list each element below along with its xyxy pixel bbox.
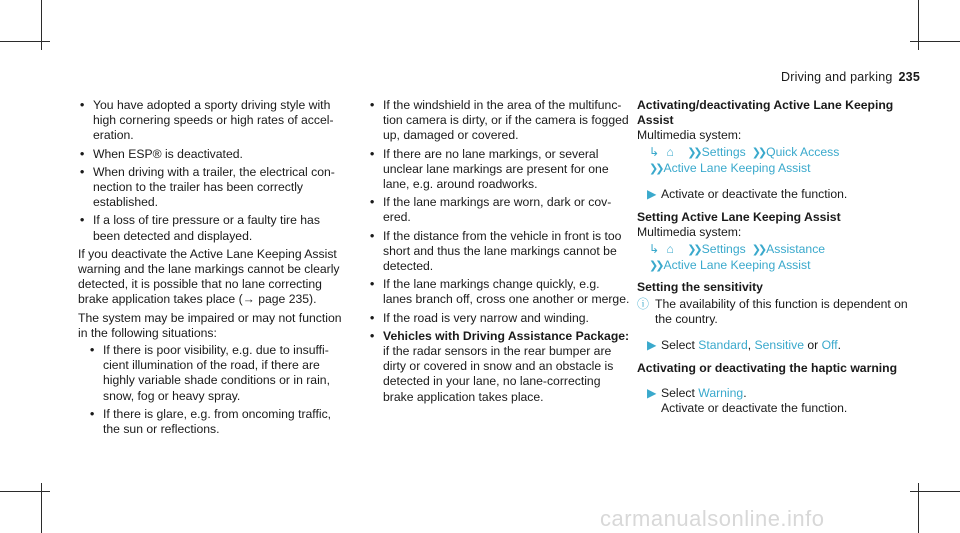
page-number: 235: [898, 70, 920, 84]
list-item: • If the windshield in the area of the multifunction camera is dirty, or if the camera is fogged up, damaged or covered.: [368, 98, 630, 144]
column-3: [637, 98, 909, 416]
step-text: ,: [747, 337, 755, 352]
menu-active-lane-keeping-assist[interactable]: Active Lane Keeping Assist: [663, 160, 811, 175]
option-off[interactable]: Off: [821, 337, 838, 352]
step-text: .: [837, 337, 842, 352]
chevron-right-icon: ❯❯: [751, 243, 765, 256]
list-item: • If there is glare, e.g. from oncoming traffic, the sun or reflections.: [88, 407, 350, 437]
crop-mark: [918, 0, 919, 50]
step-text: Activate or deactivate the function.: [661, 401, 848, 416]
menu-settings[interactable]: Settings: [701, 241, 746, 256]
list-item: • If the lane markings change quickly, e.g. lanes branch off, cross one another or merge.: [368, 277, 630, 307]
sub-bullet-list: [78, 343, 350, 437]
step-arrow-icon: ▶: [647, 187, 657, 202]
bullet-list: [78, 98, 350, 244]
step-text: Select: [661, 337, 699, 352]
home-icon: ⌂: [666, 241, 674, 256]
crop-mark: [0, 41, 50, 42]
crop-mark: [41, 0, 42, 50]
step-arrow-icon: ▶: [647, 337, 657, 352]
instruction-step: [637, 386, 909, 401]
section-heading: Activating or deactivating the haptic warning: [637, 360, 898, 375]
info-note: [637, 297, 909, 327]
step-text: Activate or deactivate the function.: [661, 187, 848, 202]
list-item: • When ESP® is deactivated.: [78, 147, 350, 162]
step-text: .: [743, 386, 747, 401]
multimedia-label: Multimedia system:: [637, 128, 742, 143]
info-icon: ⓘ: [637, 297, 650, 312]
option-sensitive[interactable]: Sensitive: [754, 337, 804, 352]
list-item: • When driving with a trailer, the electrical connection to the trailer has been correctly established.: [78, 165, 350, 211]
step-arrow-icon: ▶: [647, 386, 657, 401]
list-item: • If there is poor visibility, e.g. due to insufficient illumination of the road, if there are highly variable shade conditions or in rain, snow, fog or heavy spray.: [88, 343, 350, 404]
paragraph: If you deactivate the Active Lane Keeping Assist warning and the lane markings cannot be clearly detected, it is possible that no lane correcting brake application takes place (→ page 235).: [78, 246, 340, 307]
list-item: • If the lane markings are worn, dark or covered.: [368, 195, 630, 225]
crop-mark: [0, 491, 50, 492]
path-arrow-icon: ↳: [649, 144, 660, 159]
section-title: Driving and parking: [781, 70, 893, 84]
crop-mark: [918, 483, 919, 533]
chevron-right-icon: ❯❯: [687, 243, 700, 256]
watermark-text: carmanualsonline.info: [600, 506, 825, 531]
section-heading: Setting the sensitivity: [637, 280, 763, 295]
home-icon: ⌂: [666, 144, 674, 159]
column-1: [78, 98, 350, 440]
list-item: • If a loss of tire pressure or a faulty tire has been detected and displayed.: [78, 213, 350, 243]
menu-assistance[interactable]: Assistance: [766, 241, 826, 256]
vehicle-condition-text: if the radar sensors in the rear bumper are dirty or covered in snow and an obstacle is detected in your lane, no lane-correcting brake application takes place.: [383, 344, 614, 404]
option-standard[interactable]: Standard: [698, 337, 748, 352]
menu-active-lane-keeping-assist[interactable]: Active Lane Keeping Assist: [663, 257, 811, 272]
nav-path-line: [637, 161, 909, 177]
step-text: or: [803, 337, 822, 352]
paragraph: The system may be impaired or may not function in the following situations:: [78, 310, 342, 340]
chevron-right-icon: ❯❯: [751, 146, 765, 159]
chevron-right-icon: ❯❯: [649, 162, 662, 175]
chevron-right-icon: ❯❯: [649, 259, 662, 272]
section-heading: Activating/deactivating Active Lane Keeping Assist: [637, 98, 894, 128]
chevron-right-icon: ❯❯: [687, 146, 700, 159]
nav-path-quick-access: [637, 145, 909, 177]
path-arrow-icon: ↳: [649, 241, 660, 256]
crop-mark: [41, 483, 42, 533]
nav-path-assistance: [637, 242, 909, 274]
menu-settings[interactable]: Settings: [701, 144, 746, 159]
nav-path-line: [637, 145, 909, 161]
vehicle-condition-label: Vehicles with Driving Assistance Package:: [383, 328, 630, 343]
page-header: [781, 70, 920, 84]
column-2: [368, 98, 630, 408]
list-item: • If there are no lane markings, or several unclear lane markings are present for one lane, e.g. around roadworks.: [368, 147, 630, 193]
instruction-step: [637, 338, 909, 353]
section-heading: Setting Active Lane Keeping Assist: [637, 210, 841, 225]
nav-path-line: [637, 242, 909, 258]
step-text: Select: [661, 386, 699, 401]
note-text: The availability of this function is dependent on the country.: [655, 297, 908, 327]
bullet-list: [368, 98, 630, 405]
list-item: • You have adopted a sporty driving style with high cornering speeds or high rates of acceleration.: [78, 98, 350, 144]
nav-path-line: [637, 258, 909, 274]
instruction-step: [637, 187, 909, 202]
menu-quick-access[interactable]: Quick Access: [766, 144, 840, 159]
multimedia-label: Multimedia system:: [637, 225, 742, 240]
list-item: [368, 329, 630, 405]
option-warning[interactable]: Warning: [698, 386, 744, 401]
list-item: • If the distance from the vehicle in front is too short and thus the lane markings cannot be detected.: [368, 229, 630, 275]
list-item: • If the road is very narrow and winding.: [368, 311, 630, 326]
